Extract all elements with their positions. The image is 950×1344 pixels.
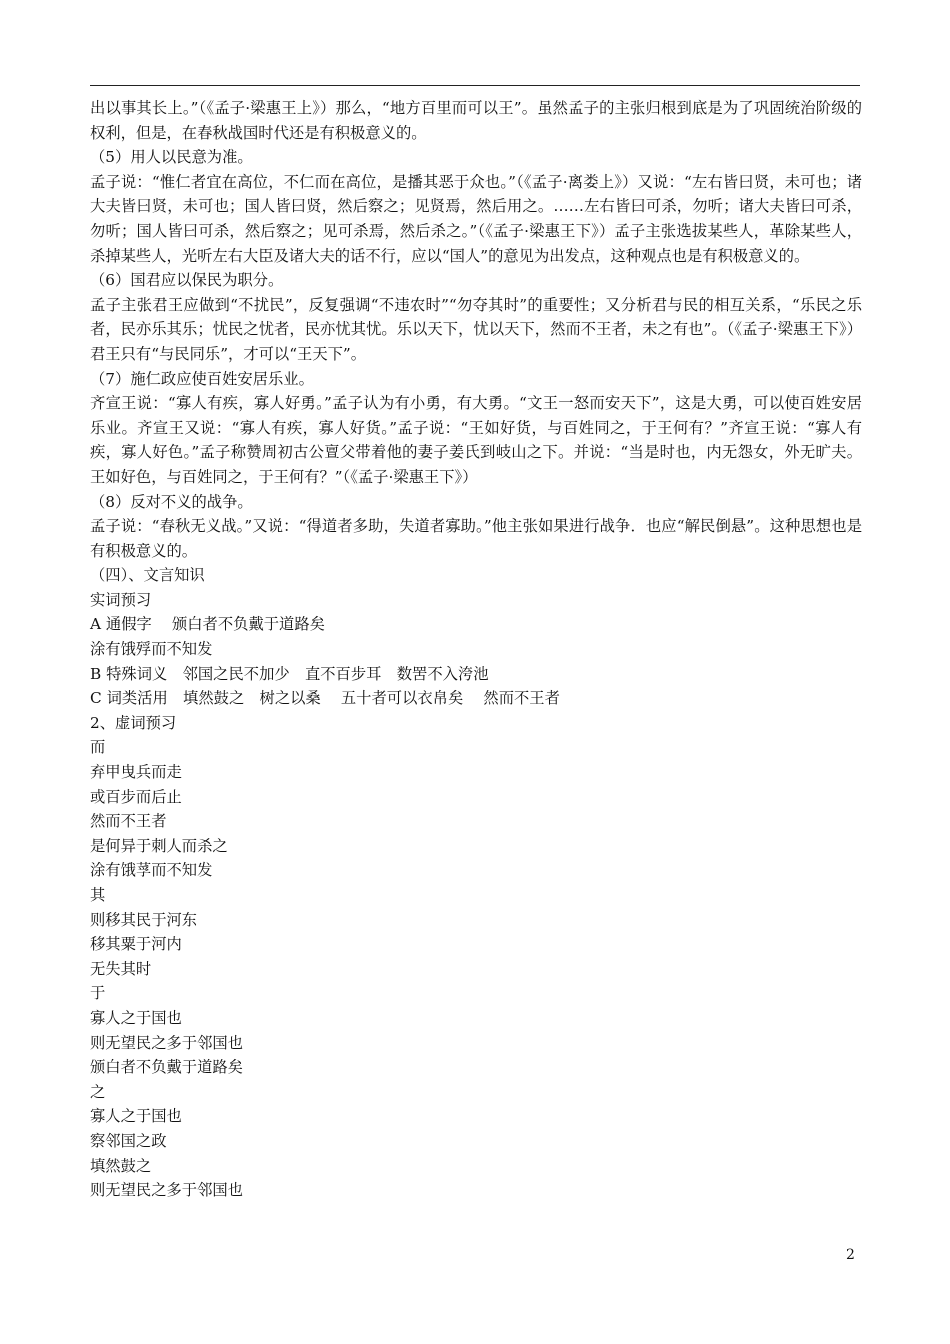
- list-item: 涂有饿莩而不知发: [90, 861, 213, 880]
- section-heading: （6）国君应以保民为职分。: [90, 271, 284, 290]
- list-item: 无失其时: [90, 959, 152, 978]
- list-item: 或百步而后止: [90, 787, 182, 806]
- paragraph: 孟子说：“春秋无义战。”又说：“得道者多助，失道者寡助。”他主张如果进行战争．也应“解民倒悬”。这种思想也是有积极意义的。: [90, 517, 862, 560]
- list-item: 实词预习: [90, 590, 152, 609]
- document-body: [90, 96, 862, 1203]
- paragraph: 出以事其长上。”（《孟子·梁惠王上》）那么，“地方百里而可以王”。虽然孟子的主张归根到底是为了巩固统治阶级的权利，但是，在春秋战国时代还是有积极意义的。: [90, 99, 862, 142]
- list-item: A 通假字 颁白者不负戴于道路矣: [90, 615, 325, 634]
- list-item: 填然鼓之: [90, 1156, 152, 1175]
- paragraph: 孟子说：“惟仁者宜在高位，不仁而在高位，是播其恶于众也。”（《孟子·离娄上》）又说：“左右皆曰贤，未可也；诸大夫皆曰贤，未可也；国人皆曰贤，然后察之；见贤焉，然后用之。……左右皆曰可杀，勿听；诸大夫皆曰可杀，勿听；国人皆曰可杀，然后察之；见可杀焉，然后杀之。”（《孟子·梁惠王下》）孟子主张选拔某些人，革除某些人，杀掉某些人，光听左右大臣及诸大夫的话不行，应以“国人”的意见为出发点，这种观点也是有积极意义的。: [90, 172, 862, 265]
- list-item: C 词类活用 填然鼓之 树之以桑 五十者可以衣帛矣 然而不王者: [90, 689, 560, 708]
- list-item: 则无望民之多于邻国也: [90, 1181, 243, 1200]
- list-item: 寡人之于国也: [90, 1107, 182, 1126]
- section-heading: （四）、文言知识: [90, 566, 205, 585]
- list-item: 则无望民之多于邻国也: [90, 1033, 243, 1052]
- list-item: 移其粟于河内: [90, 935, 182, 954]
- page-number: 2: [846, 1247, 855, 1263]
- paragraph: 齐宣王说：“寡人有疾，寡人好勇。”孟子认为有小勇，有大勇。“文王一怒而安天下”，这是大勇，可以使百姓安居乐业。齐宣王又说：“寡人有疾，寡人好货。”孟子说：“王如好货，与百姓同之，于王何有？”齐宣王说：“寡人有疾，寡人好色。”孟子称赞周初古公亶父带着他的妻子姜氏到岐山之下。并说：“当是时也，内无怨女，外无旷夫。王如好色，与百姓同之，于王何有？”（《孟子·梁惠王下》）: [90, 394, 862, 486]
- paragraph: 孟子主张君王应做到“不扰民”，反复强调“不违农时”“勿夺其时”的重要性；又分析君与民的相互关系，“乐民之乐者，民亦乐其乐；忧民之忧者，民亦忧其忧。乐以天下，忧以天下，然而不王者，未之有也”。（《孟子·梁惠王下》）君王只有“与民同乐”，才可以“王天下”。: [90, 295, 862, 363]
- list-item: 颁白者不负戴于道路矣: [90, 1058, 243, 1077]
- list-item: 然而不王者: [90, 812, 167, 831]
- section-heading: （5）用人以民意为准。: [90, 148, 253, 167]
- list-item: 察邻国之政: [90, 1131, 167, 1150]
- list-item: 是何异于刺人而杀之: [90, 836, 228, 855]
- list-item: 弃甲曳兵而走: [90, 763, 182, 782]
- section-heading: （8）反对不义的战争。: [90, 492, 253, 511]
- list-item: 其: [90, 886, 106, 904]
- list-item: 之: [90, 1082, 106, 1101]
- list-item: 2、虚词预习: [90, 713, 177, 732]
- list-item: B 特殊词义 邻国之民不加少 直不百步耳 数罟不入洿池: [90, 664, 489, 683]
- list-item: 涂有饿殍而不知发: [90, 640, 213, 659]
- list-item: 于: [90, 984, 106, 1003]
- section-heading: （7）施仁政应使百姓安居乐业。: [90, 369, 314, 388]
- list-item: 而: [90, 738, 106, 757]
- list-item: 寡人之于国也: [90, 1008, 182, 1027]
- list-item: 则移其民于河东: [90, 910, 198, 929]
- header-rule: [90, 85, 860, 86]
